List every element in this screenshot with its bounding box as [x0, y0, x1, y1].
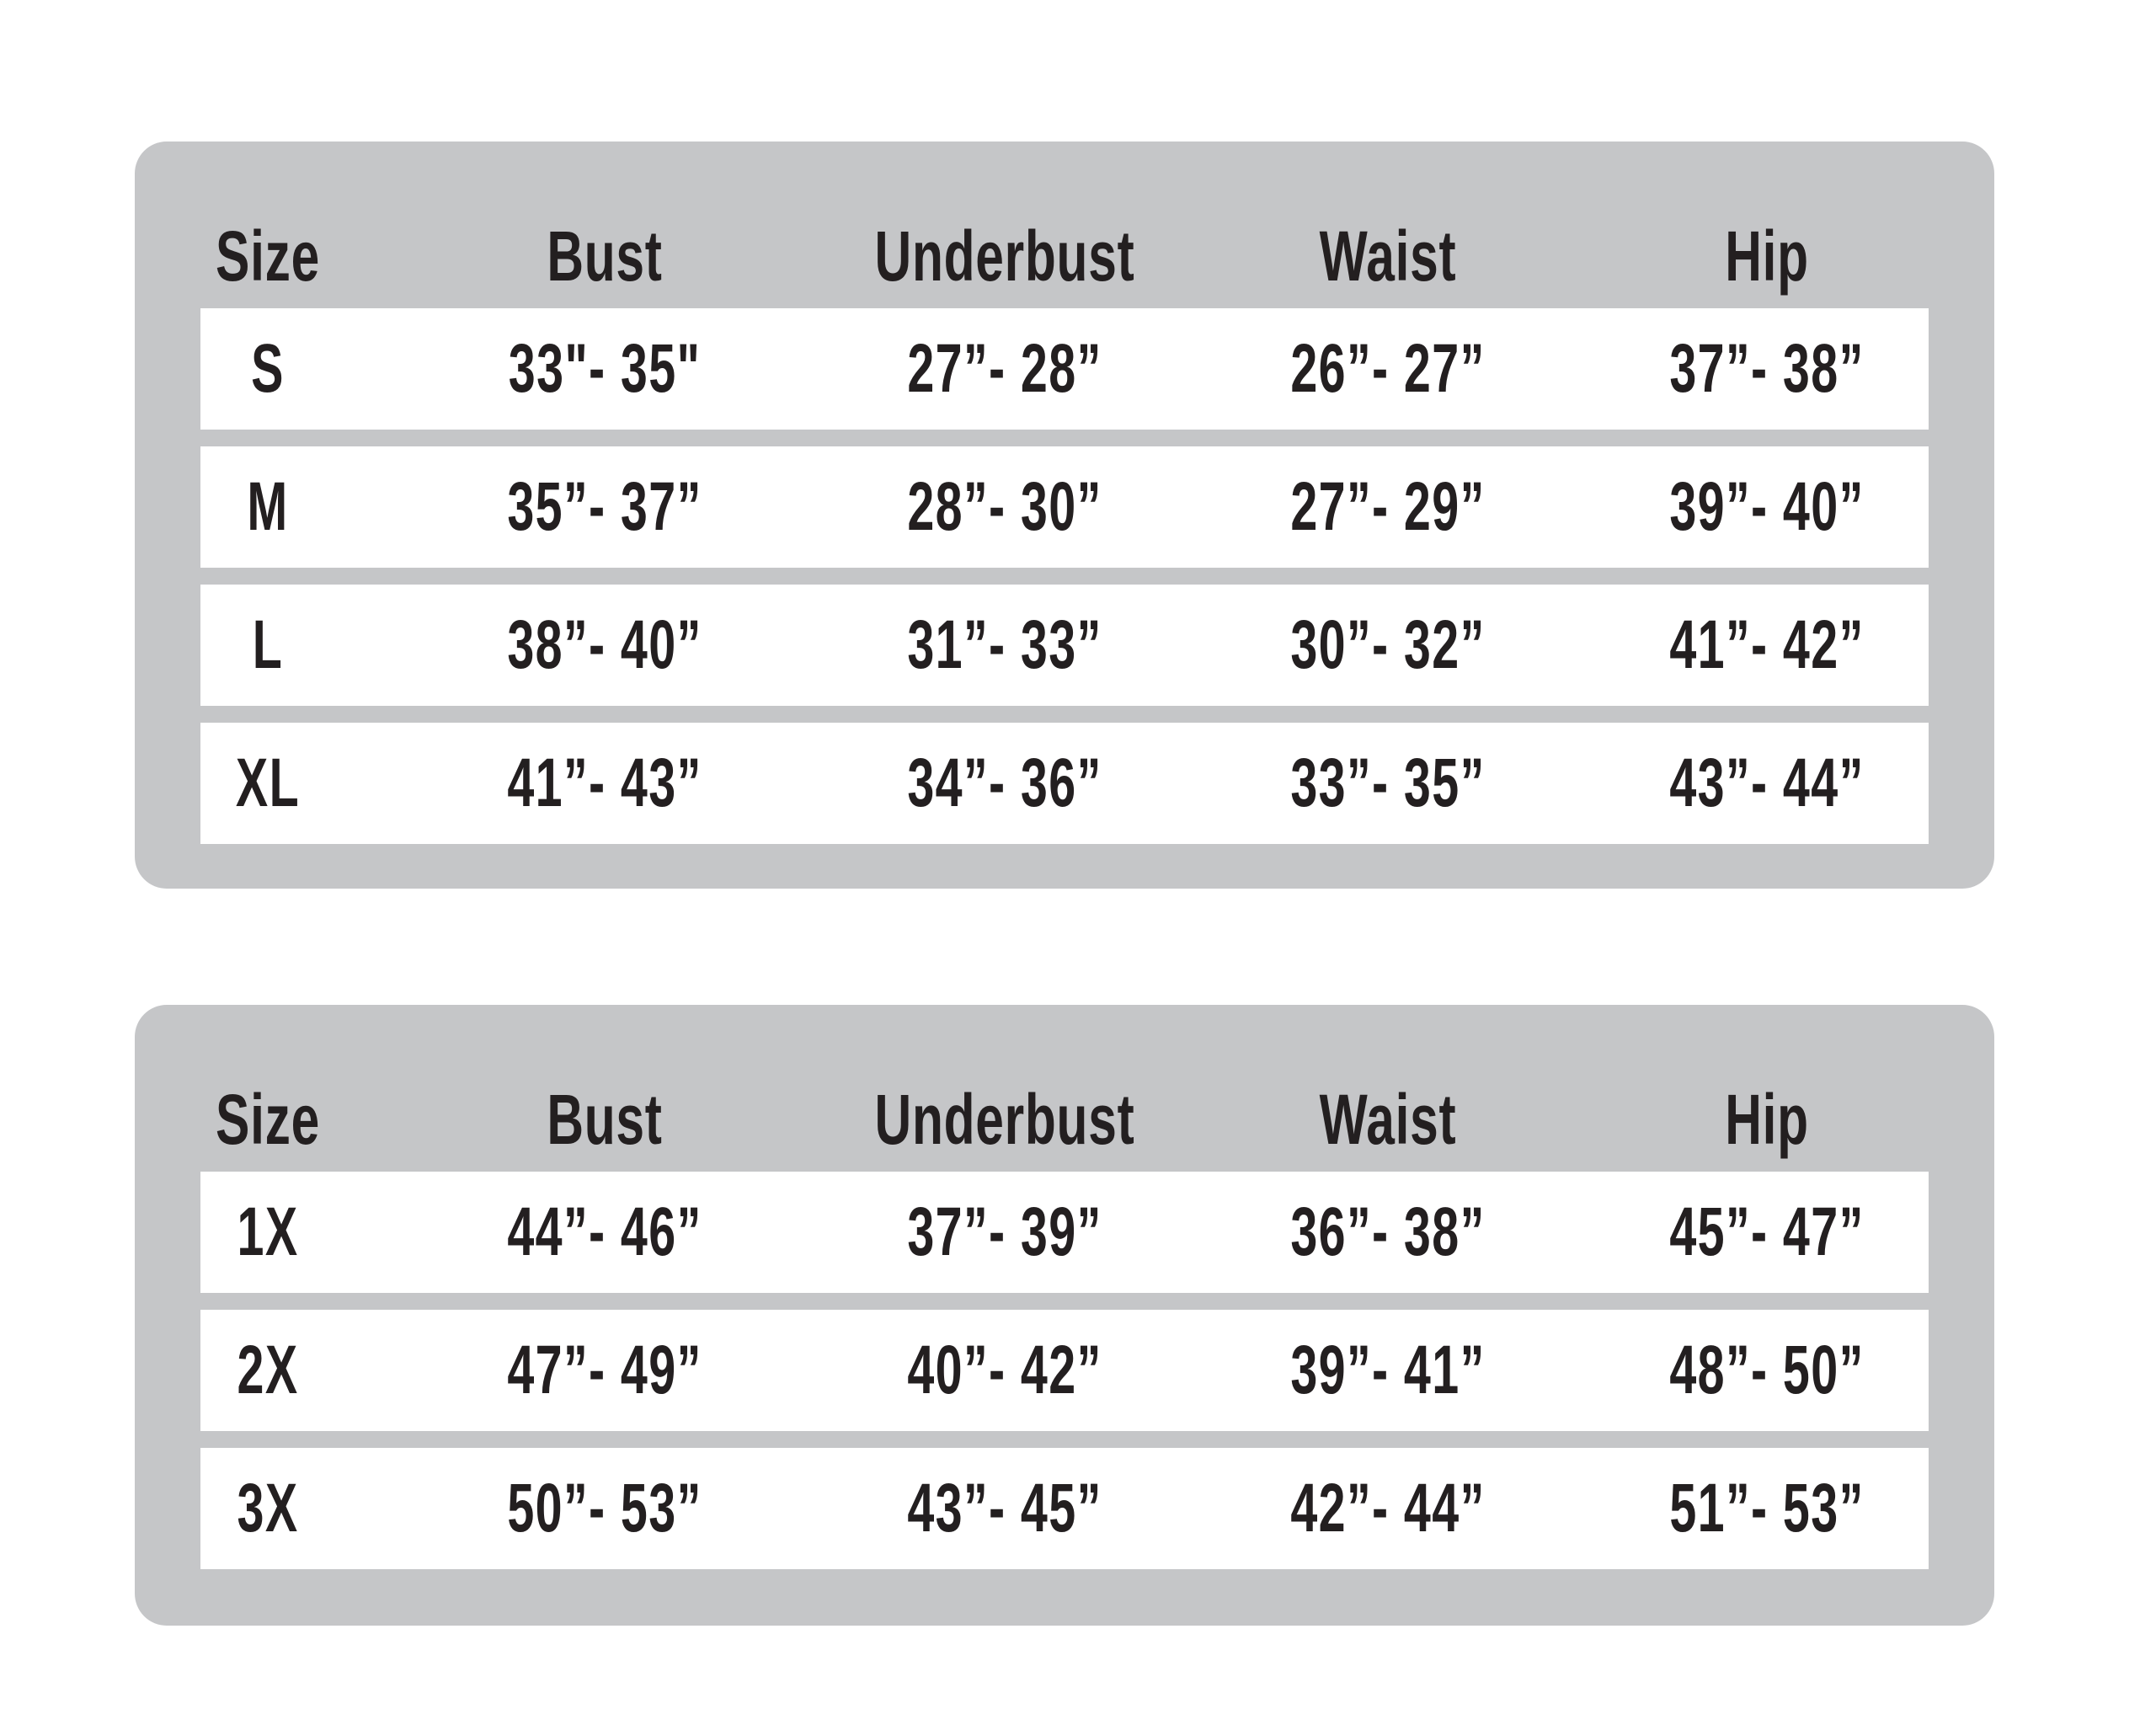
hip-cell: 51”- 53”	[1669, 1470, 1865, 1546]
header-underbust: Underbust	[874, 216, 1135, 296]
header-size: Size	[216, 1079, 320, 1159]
size-cell: 2X	[237, 1332, 299, 1408]
bust-cell: 50”- 53”	[507, 1470, 702, 1546]
waist-cell: 33”- 35”	[1290, 745, 1486, 821]
waist-cell: 26”- 27”	[1290, 330, 1486, 407]
bust-cell: 44”- 46”	[507, 1194, 702, 1270]
underbust-cell: 28”- 30”	[907, 468, 1102, 545]
underbust-cell: 40”- 42”	[907, 1332, 1102, 1408]
waist-cell: 30”- 32”	[1290, 606, 1486, 683]
bust-cell: 38”- 40”	[507, 606, 702, 683]
waist-cell: 39”- 41”	[1290, 1332, 1486, 1408]
size-cell: M	[247, 468, 289, 545]
hip-cell: 48”- 50”	[1669, 1332, 1865, 1408]
header-waist: Waist	[1319, 1079, 1457, 1159]
table-row	[200, 585, 1929, 706]
waist-cell: 42”- 44”	[1290, 1470, 1486, 1546]
size-cell: L	[252, 606, 284, 683]
underbust-cell: 27”- 28”	[907, 330, 1102, 407]
size-table-standard	[135, 142, 1994, 889]
underbust-cell: 31”- 33”	[907, 606, 1102, 683]
underbust-cell: 34”- 36”	[907, 745, 1102, 821]
header-underbust: Underbust	[874, 1079, 1135, 1159]
hip-cell: 41”- 42”	[1669, 606, 1865, 683]
hip-cell: 45”- 47”	[1669, 1194, 1865, 1270]
underbust-cell: 37”- 39”	[907, 1194, 1102, 1270]
table-header	[200, 142, 1929, 308]
hip-cell: 43”- 44”	[1669, 745, 1865, 821]
underbust-cell: 43”- 45”	[907, 1470, 1102, 1546]
bust-cell: 35”- 37”	[507, 468, 702, 545]
header-size: Size	[216, 216, 320, 296]
hip-cell: 37”- 38”	[1669, 330, 1865, 407]
size-cell: S	[251, 330, 285, 407]
bust-cell: 33"- 35"	[508, 330, 702, 407]
header-waist: Waist	[1319, 216, 1457, 296]
table-header	[200, 1005, 1929, 1172]
table-row	[200, 446, 1929, 568]
table-row	[200, 723, 1929, 844]
hip-cell: 39”- 40”	[1669, 468, 1865, 545]
table-row	[200, 1172, 1929, 1293]
size-table-plus	[135, 1005, 1994, 1626]
table-row	[200, 1310, 1929, 1431]
header-bust: Bust	[547, 216, 663, 296]
bust-cell: 41”- 43”	[507, 745, 702, 821]
bust-cell: 47”- 49”	[507, 1332, 702, 1408]
size-cell: 1X	[237, 1194, 299, 1270]
table-row	[200, 308, 1929, 430]
waist-cell: 27”- 29”	[1290, 468, 1486, 545]
header-hip: Hip	[1725, 216, 1809, 296]
table-row	[200, 1448, 1929, 1569]
header-hip: Hip	[1725, 1079, 1809, 1159]
header-bust: Bust	[547, 1079, 663, 1159]
waist-cell: 36”- 38”	[1290, 1194, 1486, 1270]
size-cell: XL	[235, 745, 301, 821]
size-cell: 3X	[237, 1470, 299, 1546]
